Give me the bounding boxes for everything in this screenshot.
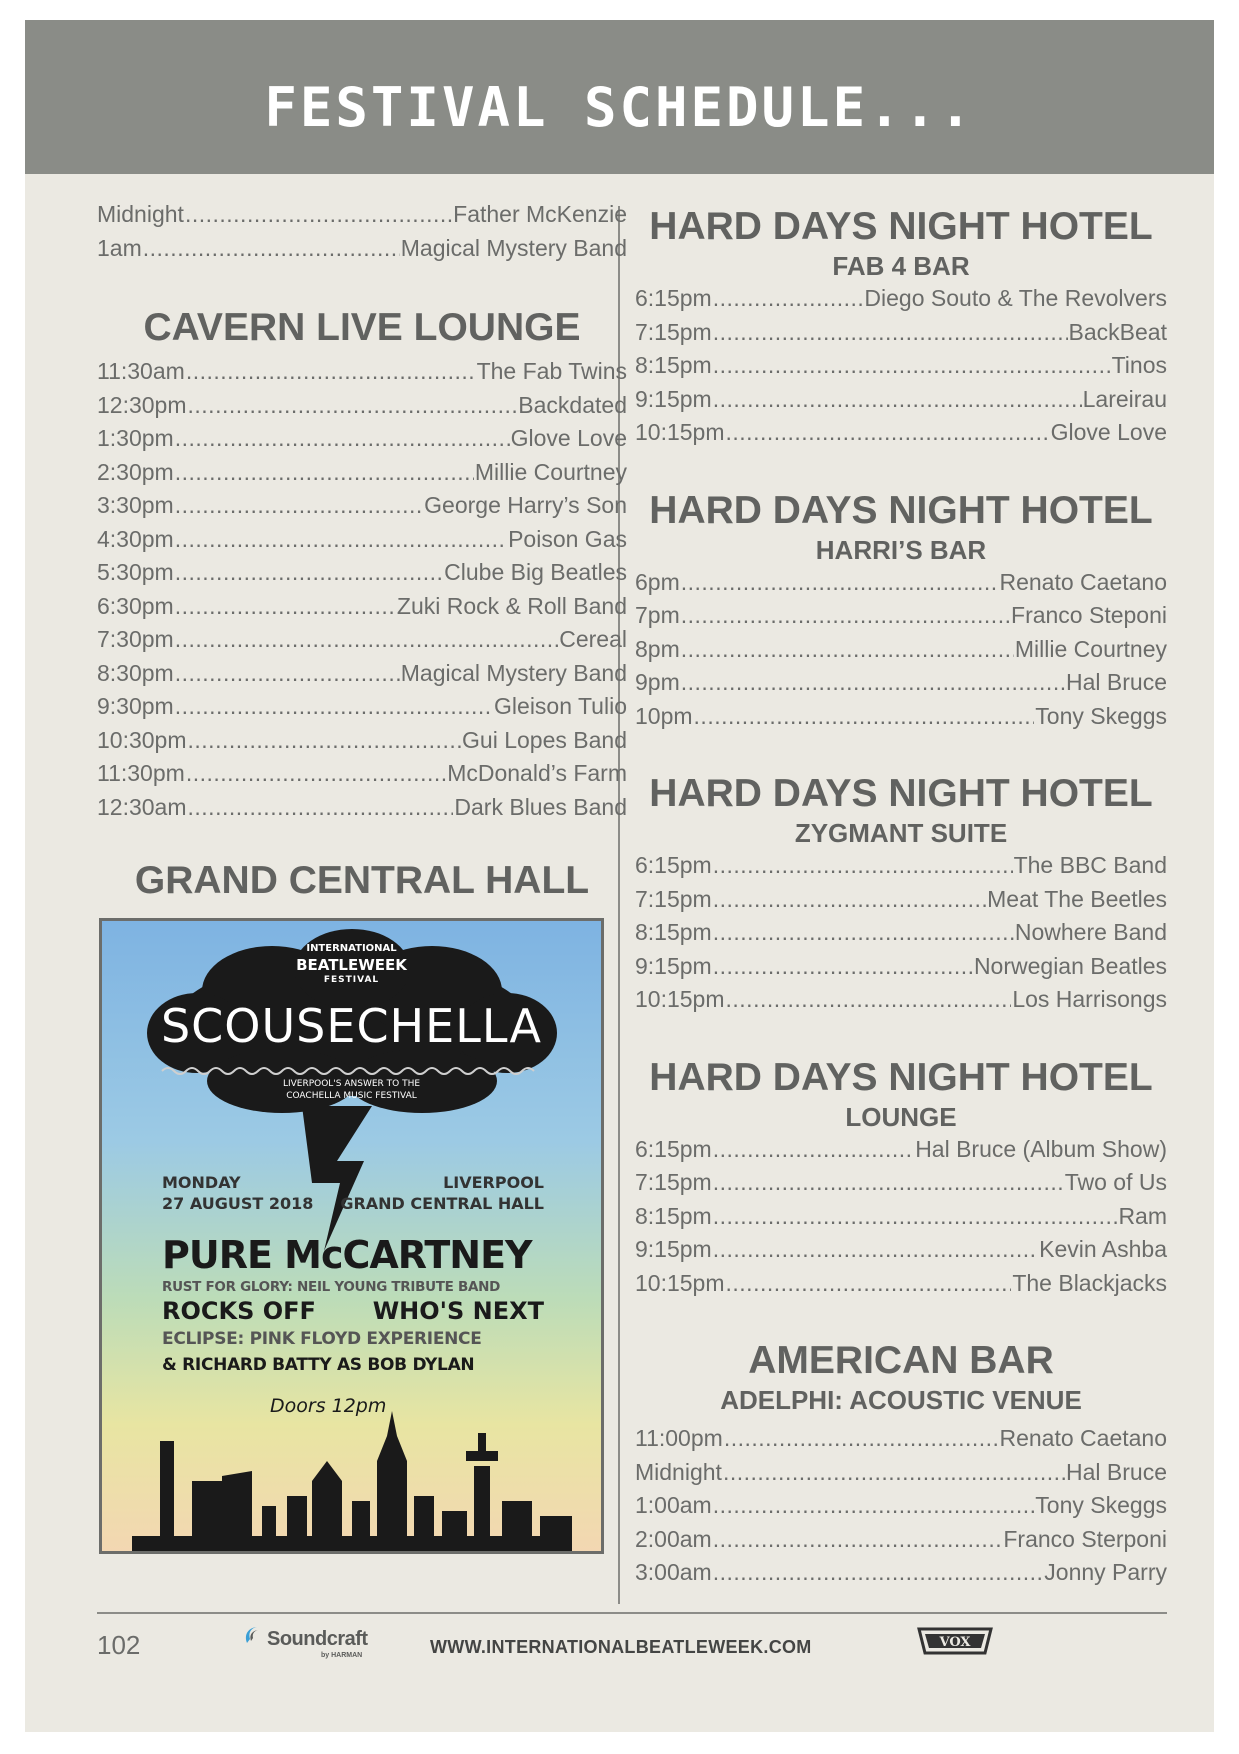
time: 6:30pm <box>97 592 174 619</box>
act: Franco Sterponi <box>1003 1525 1167 1552</box>
time: 10:15pm <box>635 986 725 1012</box>
schedule-row <box>97 657 627 691</box>
schedule-row <box>635 1200 1167 1234</box>
act: Magical Mystery Band <box>400 234 627 261</box>
time: 12:30pm <box>97 391 187 418</box>
schedule-row <box>635 1556 1167 1590</box>
schedule-row <box>97 232 627 266</box>
act: Magical Mystery Band <box>400 659 627 686</box>
act: Nowhere Band <box>1014 919 1167 945</box>
act: Glove Love <box>1050 419 1167 445</box>
schedule-row <box>635 416 1167 450</box>
schedule-row <box>97 456 627 490</box>
act: Glove Love <box>510 425 627 451</box>
time: 10:30pm <box>97 726 187 753</box>
act: George Harry’s Son <box>424 492 627 518</box>
act: Hal Bruce <box>1066 669 1167 695</box>
schedule-row <box>635 916 1167 950</box>
act: Hal Bruce <box>1066 1458 1167 1485</box>
venue-subtitle: FAB 4 BAR <box>832 251 970 281</box>
act: Two of Us <box>1064 1169 1167 1195</box>
schedule-row <box>97 523 627 557</box>
act: Millie Courtney <box>1014 635 1167 662</box>
time: 11:30pm <box>97 760 185 786</box>
act: Norwegian Beatles <box>973 952 1167 979</box>
time: 8:30pm <box>97 659 174 686</box>
schedule-row <box>635 1133 1167 1167</box>
schedule-row <box>97 791 627 825</box>
act: Renato Caetano <box>999 1425 1167 1451</box>
venue-subtitle: ADELPHI: ACOUSTIC VENUE <box>720 1385 1082 1415</box>
poster-act2: RUST FOR GLORY: NEIL YOUNG TRIBUTE BAND <box>162 1279 501 1295</box>
poster-tagline2: COACHELLA MUSIC FESTIVAL <box>286 1091 417 1101</box>
schedule-row <box>97 590 627 624</box>
act: Diego Souto & The Revolvers <box>864 285 1167 311</box>
footer-divider <box>97 1612 1167 1614</box>
act: Lareirau <box>1082 385 1167 412</box>
page-number: 102 <box>97 1630 141 1660</box>
poster-act5: & RICHARD BATTY AS BOB DYLAN <box>162 1355 475 1375</box>
poster-org-line1: INTERNATIONAL <box>306 943 397 954</box>
poster-event-name: SCOUSECHELLA <box>160 999 542 1053</box>
time: 5:30pm <box>97 559 174 585</box>
schedule-row <box>635 282 1167 316</box>
page-title: FESTIVAL SCHEDULE... <box>264 76 975 139</box>
time: 7:15pm <box>635 1169 712 1195</box>
act: McDonald’s Farm <box>447 760 627 786</box>
venue-title: HARD DAYS NIGHT HOTEL <box>649 1055 1153 1099</box>
time: 1:00am <box>635 1492 712 1518</box>
time: 6pm <box>635 568 680 595</box>
schedule-row <box>97 724 627 758</box>
venue-title-cavern: CAVERN LIVE LOUNGE <box>143 306 581 349</box>
lightning-bolt <box>302 1106 372 1251</box>
time: 7:15pm <box>635 885 712 912</box>
time: 10:15pm <box>635 419 725 445</box>
schedule-row <box>97 355 627 389</box>
time: 7:15pm <box>635 318 712 345</box>
time: 8:15pm <box>635 919 712 945</box>
time: 4:30pm <box>97 525 174 552</box>
time: 9:30pm <box>97 693 174 719</box>
schedule-row <box>635 383 1167 417</box>
time: Midnight <box>97 201 184 227</box>
venue-title: HARD DAYS NIGHT HOTEL <box>649 205 1153 248</box>
venue-section <box>635 1055 1167 1301</box>
venue-subtitle: LOUNGE <box>845 1101 957 1132</box>
vox-logo-icon <box>915 1623 995 1659</box>
venue-section <box>635 488 1167 734</box>
act: The BBC Band <box>1013 852 1167 878</box>
time: 6:15pm <box>635 285 712 311</box>
left-column <box>97 198 627 1554</box>
schedule-row <box>635 950 1167 984</box>
schedule-row <box>635 566 1167 600</box>
act: Ram <box>1118 1202 1167 1229</box>
schedule-row <box>635 1422 1167 1456</box>
schedule-row <box>635 1523 1167 1557</box>
act: Jonny Parry <box>1044 1559 1167 1585</box>
poster-act4: ECLIPSE: PINK FLOYD EXPERIENCE <box>162 1329 482 1349</box>
act: Hal Bruce (Album Show) <box>915 1135 1167 1162</box>
act: Franco Steponi <box>1011 602 1167 628</box>
act: Meat The Beetles <box>987 885 1167 912</box>
schedule-row <box>97 757 627 791</box>
schedule-row <box>635 349 1167 383</box>
time: 8:15pm <box>635 1202 712 1229</box>
act: Tinos <box>1111 352 1167 378</box>
time: 10:15pm <box>635 1269 725 1296</box>
schedule-row <box>97 690 627 724</box>
venue-title: HARD DAYS NIGHT HOTEL <box>649 488 1153 532</box>
act: Father McKenzie <box>453 201 627 227</box>
schedule-row <box>635 1456 1167 1490</box>
poster-org-line2: BEATLEWEEK <box>296 956 407 974</box>
schedule-row <box>97 489 627 523</box>
schedule-row <box>635 983 1167 1017</box>
website-link[interactable]: WWW.INTERNATIONALBEATLEWEEK.COM <box>430 1637 812 1657</box>
act: The Blackjacks <box>1012 1269 1167 1296</box>
schedule-row <box>635 666 1167 700</box>
act: The Fab Twins <box>476 358 627 384</box>
schedule-row <box>635 1267 1167 1301</box>
act: Tony Skeggs <box>1035 1492 1167 1518</box>
time: 10pm <box>635 702 693 729</box>
poster-act3a: ROCKS OFF <box>162 1297 316 1325</box>
venue-section <box>635 204 1167 450</box>
header-banner <box>25 20 1214 174</box>
act: Clube Big Beatles <box>444 559 627 585</box>
time: 2:00am <box>635 1525 712 1552</box>
time: 7pm <box>635 602 680 628</box>
venue-title: AMERICAN BAR <box>748 1339 1054 1382</box>
time: 2:30pm <box>97 458 174 485</box>
liverpool-skyline <box>132 1411 572 1551</box>
late-night-list <box>97 198 627 265</box>
poster-doors: Doors 12pm <box>270 1395 387 1417</box>
schedule-row <box>635 1166 1167 1200</box>
act: BackBeat <box>1068 318 1167 345</box>
schedule-row <box>635 316 1167 350</box>
act: Los Harrisongs <box>1012 986 1167 1012</box>
time: 12:30am <box>97 793 187 820</box>
schedule-row <box>97 389 627 423</box>
cavern-schedule <box>97 355 627 824</box>
schedule-row <box>97 422 627 456</box>
act: Kevin Ashba <box>1039 1236 1167 1262</box>
poster-headliner: PURE McCARTNEY <box>162 1233 532 1277</box>
act: Tony Skeggs <box>1035 702 1167 729</box>
act: Dark Blues Band <box>454 793 627 820</box>
time: 7:30pm <box>97 626 174 652</box>
time: 3:00am <box>635 1559 712 1585</box>
schedule-row <box>635 883 1167 917</box>
time: 11:00pm <box>635 1425 723 1451</box>
poster-org-line3: FESTIVAL <box>323 975 380 985</box>
venue-section <box>635 1338 1167 1590</box>
sponsor-soundcraft-sub: by HARMAN <box>321 1652 363 1659</box>
act: Zuki Rock & Roll Band <box>396 592 627 619</box>
schedule-row <box>635 849 1167 883</box>
venue-title-grand-central: GRAND CENTRAL HALL <box>134 859 590 902</box>
venue-subtitle: ZYGMANT SUITE <box>794 818 1008 848</box>
venue-title: HARD DAYS NIGHT HOTEL <box>649 772 1153 815</box>
sponsor-vox: VOX <box>939 1635 971 1650</box>
schedule-row <box>97 556 627 590</box>
time: 6:15pm <box>635 852 712 878</box>
schedule-row <box>635 1233 1167 1267</box>
time: 9pm <box>635 669 680 695</box>
act: Gui Lopes Band <box>462 726 627 753</box>
schedule-row <box>97 198 627 232</box>
act: Cereal <box>559 626 627 652</box>
poster-date: 27 AUGUST 2018 <box>162 1194 314 1213</box>
time: 1:30pm <box>97 425 174 451</box>
poster-act3b: WHO'S NEXT <box>372 1297 544 1325</box>
schedule-row <box>635 1489 1167 1523</box>
time: 9:15pm <box>635 952 712 979</box>
poster-venue: GRAND CENTRAL HALL <box>340 1194 544 1213</box>
schedule-row <box>635 700 1167 734</box>
time: 8pm <box>635 635 680 662</box>
time: Midnight <box>635 1458 722 1485</box>
schedule-row <box>635 599 1167 633</box>
poster-tagline1: LIVERPOOL'S ANSWER TO THE <box>282 1079 421 1089</box>
right-column <box>635 204 1167 1590</box>
time: 8:15pm <box>635 352 712 378</box>
scousechella-poster <box>99 918 604 1554</box>
schedule-row <box>635 633 1167 667</box>
act: Millie Courtney <box>474 458 627 485</box>
sponsor-soundcraft: Soundcraft <box>267 1628 368 1650</box>
act: Gleison Tulio <box>494 693 627 719</box>
poster-city: LIVERPOOL <box>443 1173 544 1192</box>
time: 11:30am <box>97 358 185 384</box>
time: 1am <box>97 234 142 261</box>
act: Renato Caetano <box>999 568 1167 595</box>
soundcraft-logo-icon <box>243 1624 263 1646</box>
venue-section <box>635 771 1167 1017</box>
schedule-row <box>97 623 627 657</box>
page <box>25 20 1214 1732</box>
time: 3:30pm <box>97 492 174 518</box>
time: 9:15pm <box>635 385 712 412</box>
time: 6:15pm <box>635 1135 712 1162</box>
act: Backdated <box>518 391 627 418</box>
venue-subtitle: HARRI’S BAR <box>815 534 987 565</box>
time: 9:15pm <box>635 1236 712 1262</box>
act: Poison Gas <box>508 525 627 552</box>
poster-day: MONDAY <box>162 1173 241 1192</box>
